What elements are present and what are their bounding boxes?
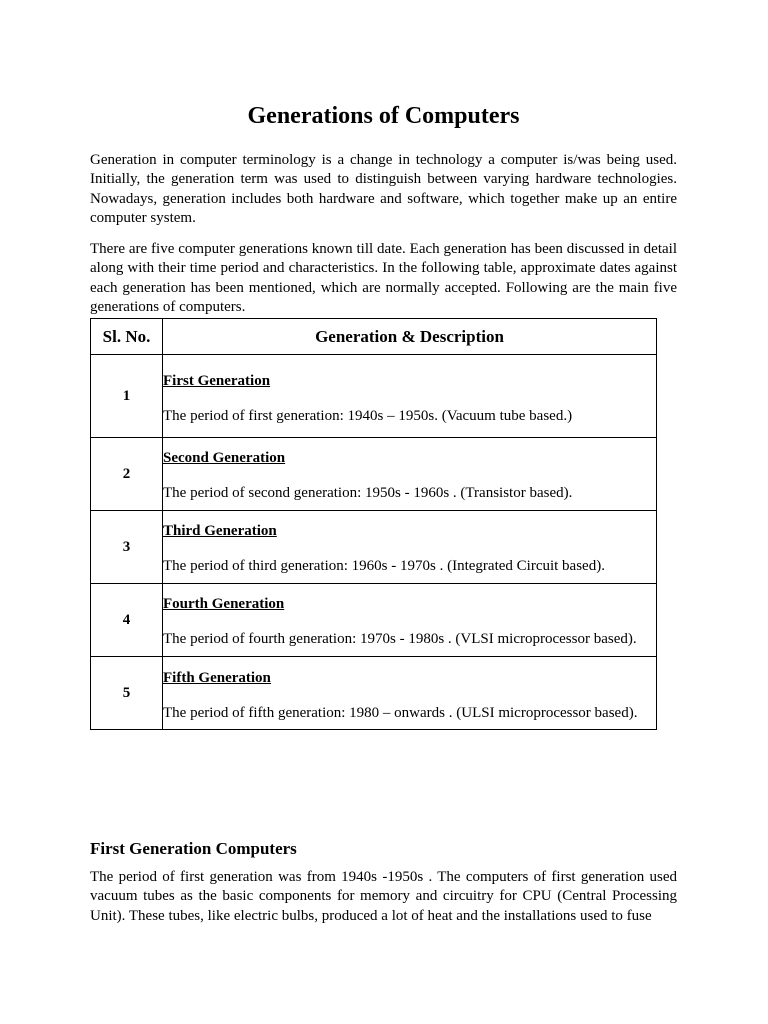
table-header-row	[91, 319, 657, 355]
section-heading: First Generation Computers	[90, 839, 297, 858]
row-number: 5	[91, 657, 163, 730]
row-number: 2	[91, 438, 163, 511]
generation-name: Fourth Generation	[163, 596, 285, 612]
table-row	[91, 511, 657, 584]
row-description	[163, 657, 657, 730]
row-description	[163, 438, 657, 511]
page-title: Generations of Computers	[247, 103, 520, 129]
generations-table	[90, 318, 657, 730]
table-row	[91, 657, 657, 730]
header-sl-no: Sl. No.	[91, 319, 163, 355]
generation-period: The period of fourth generation: 1970s - 1980s . (VLSI microprocessor based).	[163, 631, 637, 647]
generation-period: The period of fifth generation: 1980 – onwards . (ULSI microprocessor based).	[163, 705, 638, 721]
generation-name: Third Generation	[163, 523, 277, 539]
table-row	[91, 438, 657, 511]
intro-paragraph-1: Generation in computer terminology is a change in technology a computer is/was being used. Initially, the generation term was used to distinguish between varying hardware technologies. Nowadays, generation includes both hardware and software, which together make up an entire computer system.	[90, 152, 677, 226]
generation-name: First Generation	[163, 373, 271, 389]
table-row	[91, 584, 657, 657]
row-number: 1	[91, 355, 163, 438]
row-description	[163, 511, 657, 584]
header-generation-description: Generation & Description	[163, 319, 657, 355]
row-number: 3	[91, 511, 163, 584]
intro-paragraph-2: There are five computer generations known till date. Each generation has been discussed in detail along with their time period and characteristics. In the following table, approximate dates against each generation has been mentioned, which are normally accepted. Following are the main five generations of computers.	[90, 241, 677, 315]
generation-name: Second Generation	[163, 450, 286, 466]
generation-name: Fifth Generation	[163, 670, 271, 686]
row-description	[163, 355, 657, 438]
generation-period: The period of second generation: 1950s - 1960s . (Transistor based).	[163, 485, 573, 501]
row-number: 4	[91, 584, 163, 657]
table-row	[91, 355, 657, 438]
generation-period: The period of first generation: 1940s – 1950s. (Vacuum tube based.)	[163, 408, 573, 424]
section-paragraph: The period of first generation was from 1940s -1950s . The computers of first generation used vacuum tubes as the basic components for memory and circuitry for CPU (Central Processing Unit). These tubes, like electric bulbs, produced a lot of heat and the installations used to fuse	[90, 869, 677, 924]
row-description	[163, 584, 657, 657]
generation-period: The period of third generation: 1960s - 1970s . (Integrated Circuit based).	[163, 558, 605, 574]
